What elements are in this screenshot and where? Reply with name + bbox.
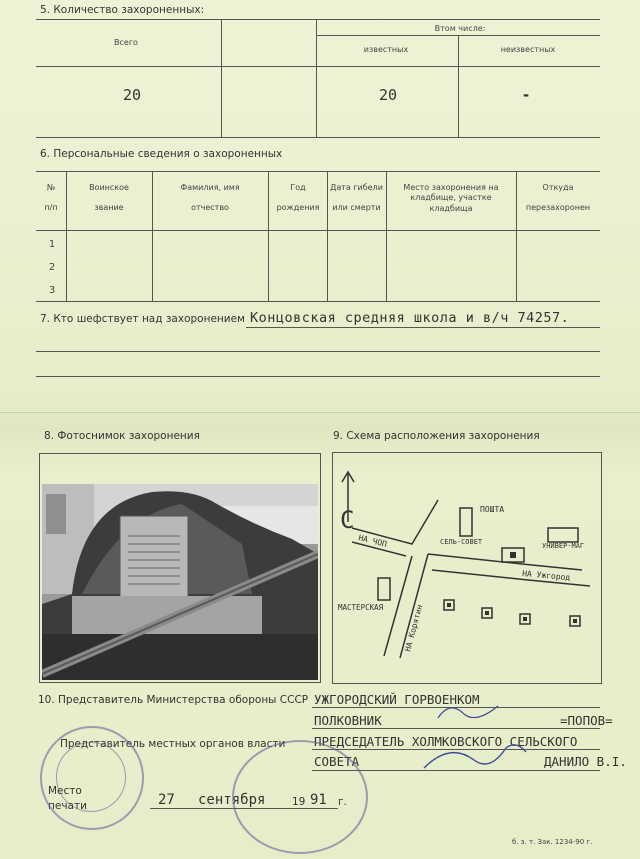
row-number: 2: [48, 262, 56, 273]
na-uzhgorod-label: НА Ужгород: [521, 569, 571, 583]
col-death: Дата гибели или смерти: [330, 183, 383, 213]
col-num: № п/п: [44, 183, 58, 213]
place-label: Место: [48, 785, 82, 797]
poshta-label: ПОШТА: [480, 505, 505, 514]
section8-title: 8. Фотоснимок захоронения: [44, 430, 200, 442]
univermag-label: УНИВЕР-МАГ: [542, 542, 585, 550]
col-birth: Год рождения: [276, 183, 320, 213]
north-label: С: [340, 506, 355, 534]
memorial-photo: [42, 484, 318, 680]
unknown-header: неизвестных: [500, 45, 556, 54]
unknown-value: -: [521, 86, 531, 104]
col-place: Место захоронения на кладбище, участке кладбища: [403, 183, 499, 213]
selsovet-label: СЕЛЬ-СОВЕТ: [440, 538, 483, 546]
year-prefix: 19: [292, 796, 306, 808]
round-seal-stamp-2: [232, 740, 368, 854]
year-end: г.: [338, 796, 347, 808]
rep-line2-rank: ПОЛКОВНИК: [314, 713, 382, 728]
known-value: 20: [378, 86, 398, 104]
total-header: Всего: [114, 38, 138, 47]
row-number: 1: [48, 239, 56, 250]
patron-value: Концовская средняя школа и в/ч 74257.: [250, 310, 570, 326]
date-month: сентября: [198, 792, 266, 808]
rep-line1: УЖГОРОДСКИЙ ГОРВОЕНКОМ: [314, 692, 480, 707]
row-number: 3: [48, 285, 56, 296]
date-day: 27: [158, 792, 175, 808]
section10-label: 10. Представитель Министерства обороны СССР: [38, 694, 309, 706]
masterskaya-label: МАСТЕРСКАЯ: [338, 603, 384, 612]
rep-line2-name: =ПОПОВ=: [560, 713, 613, 728]
signature-2: [434, 698, 504, 728]
local-line2-name: ДАНИЛО В.I.: [544, 754, 627, 769]
section7-title: 7. Кто шефствует над захоронением: [40, 313, 245, 325]
year-suffix: 91: [310, 792, 327, 808]
location-scheme: [332, 452, 600, 682]
known-header: известных: [363, 45, 409, 54]
signature: [420, 738, 530, 778]
local-rep-label: Представитель местных органов власти: [60, 738, 286, 750]
section6-title: 6. Персональные сведения о захороненных: [40, 148, 283, 160]
col-from: Откуда перезахоронен: [525, 183, 591, 213]
na-koryatin-label: НА Корятин: [403, 603, 425, 653]
local-line2: СОВЕТА: [314, 754, 360, 769]
round-seal-inner: [56, 742, 126, 812]
seal-label: печати: [48, 800, 87, 812]
na-chop-label: НА ЧОП: [357, 533, 388, 549]
print-footer: б. з. т. Зак. 1234-90 г.: [512, 838, 593, 846]
local-line1: ПРЕДСЕДАТЕЛЬ ХОЛМКОВСКОГО СЕЛЬСКОГО: [314, 734, 578, 749]
col-rank: Воинское звание: [89, 183, 129, 213]
including-header: Втом числе:: [434, 24, 486, 33]
section9-title: 9. Схема расположения захоронения: [333, 430, 540, 442]
section5-title: 5. Количество захороненных:: [40, 4, 205, 16]
total-value: 20: [122, 86, 142, 104]
col-name: Фамилия, имя отчество: [180, 183, 240, 213]
